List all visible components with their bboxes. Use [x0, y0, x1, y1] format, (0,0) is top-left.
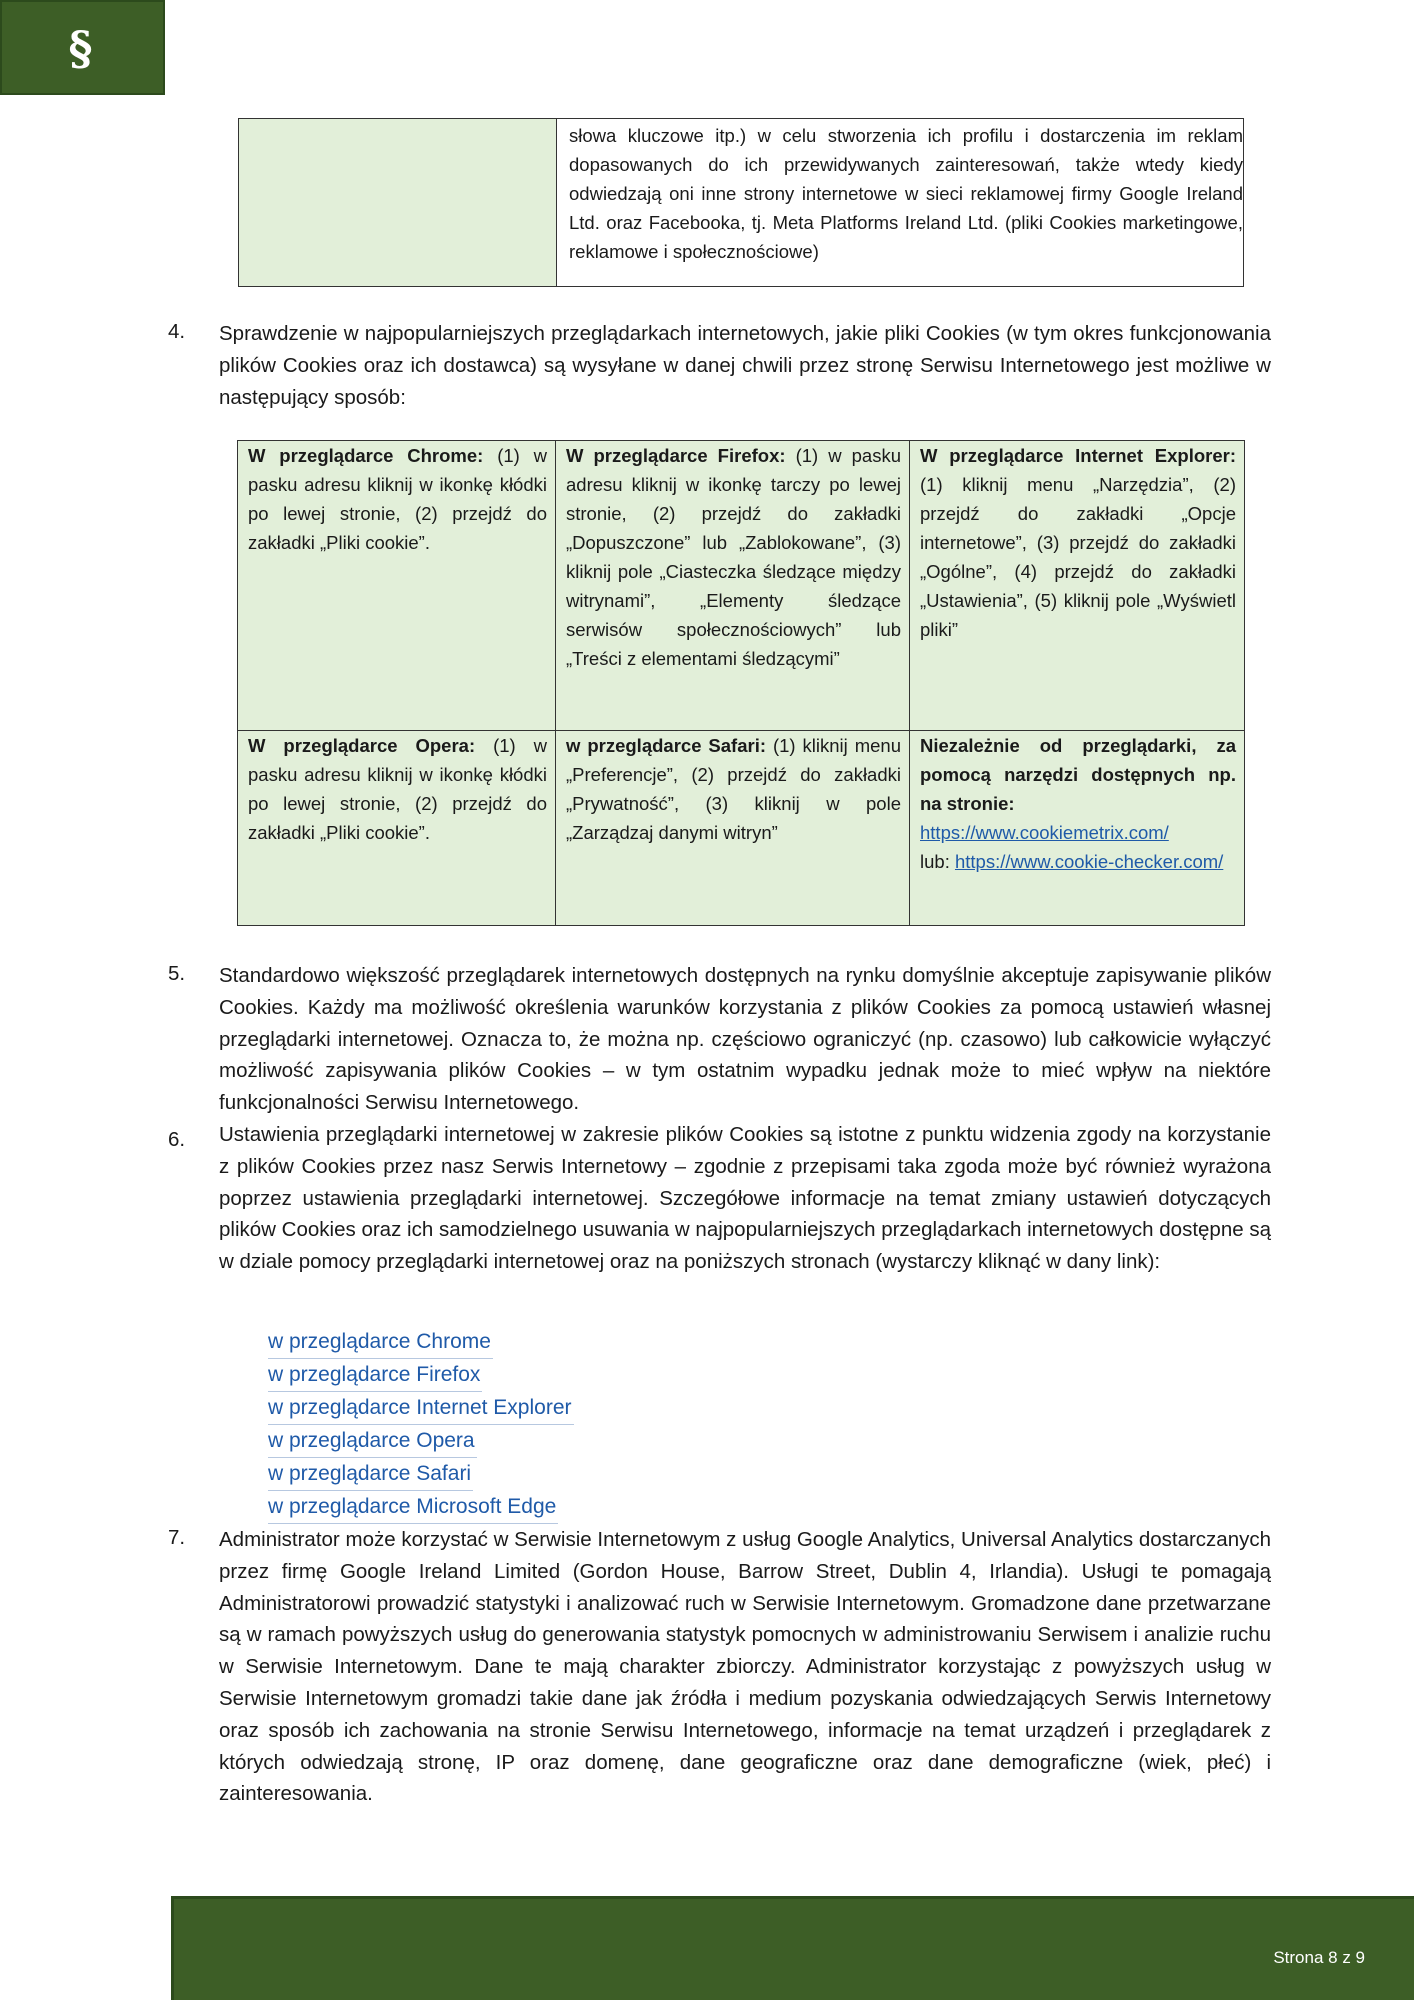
link-internet-explorer[interactable]: w przeglądarce Internet Explorer	[268, 1392, 574, 1425]
cell-internet-explorer	[910, 441, 1245, 731]
cell-opera	[238, 731, 556, 926]
cookiemetrix-link[interactable]: https://www.cookiemetrix.com/	[920, 822, 1169, 843]
any-browser-label: Niezależnie od przeglądarki, za pomocą narzędzi dostępnych np. na stronie:	[920, 735, 1236, 814]
item-4-text: Sprawdzenie w najpopularniejszych przeglądarkach internetowych, jakie pliki Cookies (w tym okres funkcjonowania plików Cookies oraz ich dostawca) są wysyłane w danej chwili przez stronę Serwisu Internetowego jest możliwe w następujący sposób:	[219, 322, 1271, 409]
opera-instructions: (1) w pasku adresu kliknij w ikonkę kłódki po lewej stronie, (2) przejdź do zakładki „Pliki cookie”.	[248, 735, 547, 843]
chrome-instructions: (1) w pasku adresu kliknij w ikonkę kłódki po lewej stronie, (2) przejdź do zakładki „Pliki cookie”.	[248, 445, 547, 553]
browser-help-links	[268, 1326, 574, 1524]
table-cell-description: słowa kluczowe itp.) w celu stworzenia ich profilu i dostarczenia im reklam dopasowanych do ich przewidywanych zainteresowań, także wtedy kiedy odwiedzają oni inne strony internetowe w sieci reklamowej firmy Google Ireland Ltd. oraz Facebooka, tj. Meta Platforms Ireland Ltd. (pliki Cookies marketingowe, reklamowe i społecznościowe)	[557, 119, 1244, 287]
cell-any-browser	[910, 731, 1245, 926]
opera-label: W przeglądarce Opera:	[248, 735, 476, 756]
chrome-label: W przeglądarce Chrome:	[248, 445, 484, 466]
page-number: Strona 8 z 9	[1273, 1948, 1365, 1967]
item-6-text: Ustawienia przeglądarki internetowej w zakresie plików Cookies są istotne z punktu widzenia zgody na korzystanie z plików Cookies przez nasz Serwis Internetowy – zgodnie z przepisami taka zgoda może być również wyrażona poprzez ustawienia przeglądarki internetowej. Szczegółowe informacje na temat zmiany ustawień dotyczących plików Cookies oraz ich samodzielnego usuwania w najpopularniejszych przeglądarkach internetowych dostępne są w dziale pomocy przeglądarki internetowej oraz na poniższych stronach (wystarczy kliknąć w dany link):	[219, 1123, 1271, 1274]
safari-label: w przeglądarce Safari:	[566, 735, 767, 756]
firefox-instructions: (1) w pasku adresu kliknij w ikonkę tarczy po lewej stronie, (2) przejdź do zakładki „Dopuszczone” lub „Zablokowane”, (3) kliknij pole „Ciasteczka śledzące między witrynami”, „Elementy śledzące serwisów społecznościowych” lub „Treści z elementami śledzącymi”	[566, 445, 902, 669]
table-cell-left-empty	[239, 119, 557, 287]
cell-chrome	[238, 441, 556, 731]
link-firefox[interactable]: w przeglądarce Firefox	[268, 1359, 482, 1392]
safari-instructions: (1) kliknij menu „Preferencje”, (2) przejdź do zakładki „Prywatność”, (3) kliknij w pole „Zarządzaj danymi witryn”	[566, 735, 901, 843]
link-microsoft-edge[interactable]: w przeglądarce Microsoft Edge	[268, 1491, 558, 1524]
item-number-7: 7.	[168, 1526, 186, 1549]
section-symbol: §	[68, 20, 93, 75]
page-footer	[171, 1896, 1414, 2000]
item-number-5: 5.	[168, 962, 186, 985]
item-number-6: 6.	[168, 1128, 186, 1151]
firefox-label: W przeglądarce Firefox:	[566, 445, 786, 466]
cookie-checker-link[interactable]: https://www.cookie-checker.com/	[954, 851, 1224, 872]
link-chrome[interactable]: w przeglądarce Chrome	[268, 1326, 493, 1359]
ie-instructions: (1) kliknij menu „Narzędzia”, (2) przejdź do zakładki „Opcje internetowe”, (3) przejdź do zakładki „Ogólne”, (4) przejdź do zakładki „Ustawienia”, (5) kliknij pole „Wyświetl pliki”	[920, 474, 1236, 640]
item-number-4: 4.	[168, 320, 186, 343]
cookie-types-table-continued	[238, 118, 1244, 287]
item-5-text	[219, 960, 1271, 1119]
cell-firefox	[556, 441, 910, 731]
link-safari[interactable]: w przeglądarce Safari	[268, 1458, 473, 1491]
browser-cookie-check-table	[237, 440, 1245, 926]
cell-safari	[556, 731, 910, 926]
link-opera[interactable]: w przeglądarce Opera	[268, 1425, 477, 1458]
item-7-text: Administrator może korzystać w Serwisie Internetowym z usług Google Analytics, Universal Analytics dostarczanych przez firmę Google Ireland Limited (Gordon House, Barrow Street, Dublin 4, Irlandia). Usługi te pomagają Administratorowi prowadzić statystyki i analizować ruch w Serwisie Internetowym. Gromadzone dane przetwarzane są w ramach powyższych usług do generowania statystyk pomocnych w administrowaniu Serwisem i analizie ruchu w Serwisie Internetowym. Dane te mają charakter zbiorczy. Administrator korzystając z powyższych usług w Serwisie Internetowym gromadzi takie dane jak źródła i medium pozyskania odwiedzających Serwis Internetowy oraz sposób ich zachowania na stronie Serwisu Internetowego, informacje na temat urządzeń i przeglądarek z których odwiedzają stronę, IP oraz domenę, dane geograficzne oraz dane demograficzne (wiek, płeć) i zainteresowania.	[219, 1528, 1271, 1806]
or-label: lub:	[920, 851, 950, 872]
ie-label: W przeglądarce Internet Explorer:	[920, 445, 1236, 466]
section-logo	[0, 0, 165, 95]
item-5-body: Standardowo większość przeglądarek internetowych dostępnych na rynku domyślnie akceptuje zapisywanie plików Cookies. Każdy ma możliwość określenia warunków korzystania z plików Cookies za pomocą ustawień własnej przeglądarki internetowej. Oznacza to, że można np. częściowo ograniczyć (np. czasowo) lub całkowicie wyłączyć możliwość zapisywania plików Cookies – w tym ostatnim wypadku jednak może to mieć wpływ na niektóre funkcjonalności Serwisu Internetowego.	[219, 964, 1271, 1115]
